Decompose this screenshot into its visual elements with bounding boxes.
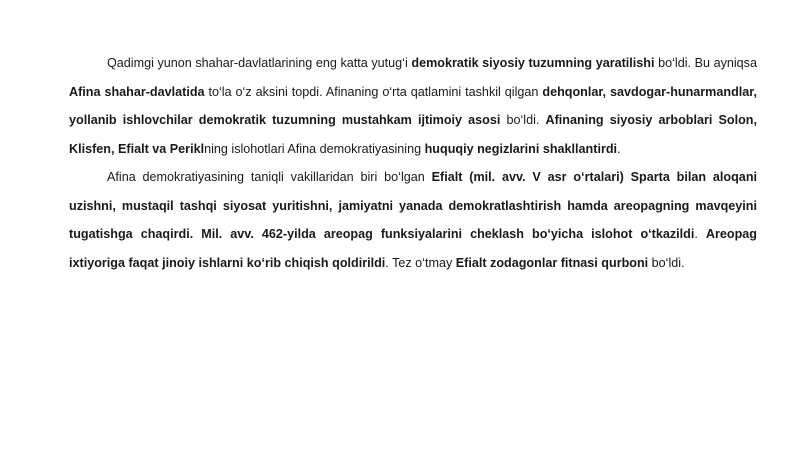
paragraph-2 bbox=[69, 163, 757, 277]
bold-segment: demokratik siyosiy tuzumning yaratilishi bbox=[411, 56, 655, 70]
text-segment: Qadimgi yunon shahar-davlatlarining eng katta yutug‘i bbox=[107, 56, 412, 70]
text-segment: bo‘ldi. bbox=[648, 255, 685, 270]
bold-segment: dehqonlar, savdogar-hunarmandlar, yollanib ishlovchilar demokratik tuzumning mustahkam ijtimoiy asosi bbox=[69, 84, 757, 127]
body-text bbox=[69, 49, 757, 277]
text-segment: to‘la o‘z aksini topdi. Afinaning o‘rta qatlamini tashkil qilgan bbox=[204, 84, 543, 99]
paragraph-1 bbox=[69, 49, 757, 163]
bold-segment: Areopag ixtiyoriga faqat jinoiy ishlarni ko‘rib chiqish qoldirildi bbox=[69, 227, 757, 270]
text-segment: Afina demokratiyasining taniqli vakillaridan biri bo‘lgan bbox=[107, 170, 432, 184]
text-segment: . bbox=[694, 227, 706, 241]
bold-segment: Efialt zodagonlar fitnasi qurboni bbox=[455, 255, 649, 270]
bold-segment: Efialt (mil. avv. V asr o‘rtalari) Sparta bilan aloqani uzishni, mustaqil tashqi siyosat yuritishni, jamiyatni yanada demokratlashtirish hamda areopagning mavqeyini tugatishga chaqirdi. Mil. avv. 462-yilda areopag funksiyalarini cheklash bo‘yicha islohot o‘tkazildi bbox=[69, 170, 758, 241]
bold-segment: huquqiy negizlarini shakllantirdi bbox=[424, 141, 618, 156]
bold-segment: Afinaning siyosiy arboblari Solon, Klisfen, Efialt va Perikl bbox=[69, 113, 757, 156]
text-segment: bo‘ldi. bbox=[500, 113, 546, 127]
text-segment: . Tez o‘tmay bbox=[385, 255, 456, 270]
text-segment: bo‘ldi. Bu ayniqsa bbox=[654, 56, 757, 70]
bold-segment: Afina shahar-davlatida bbox=[69, 84, 205, 99]
text-segment: . bbox=[617, 141, 621, 156]
text-segment: ning islohotlari Afina demokratiyasining bbox=[204, 141, 425, 156]
